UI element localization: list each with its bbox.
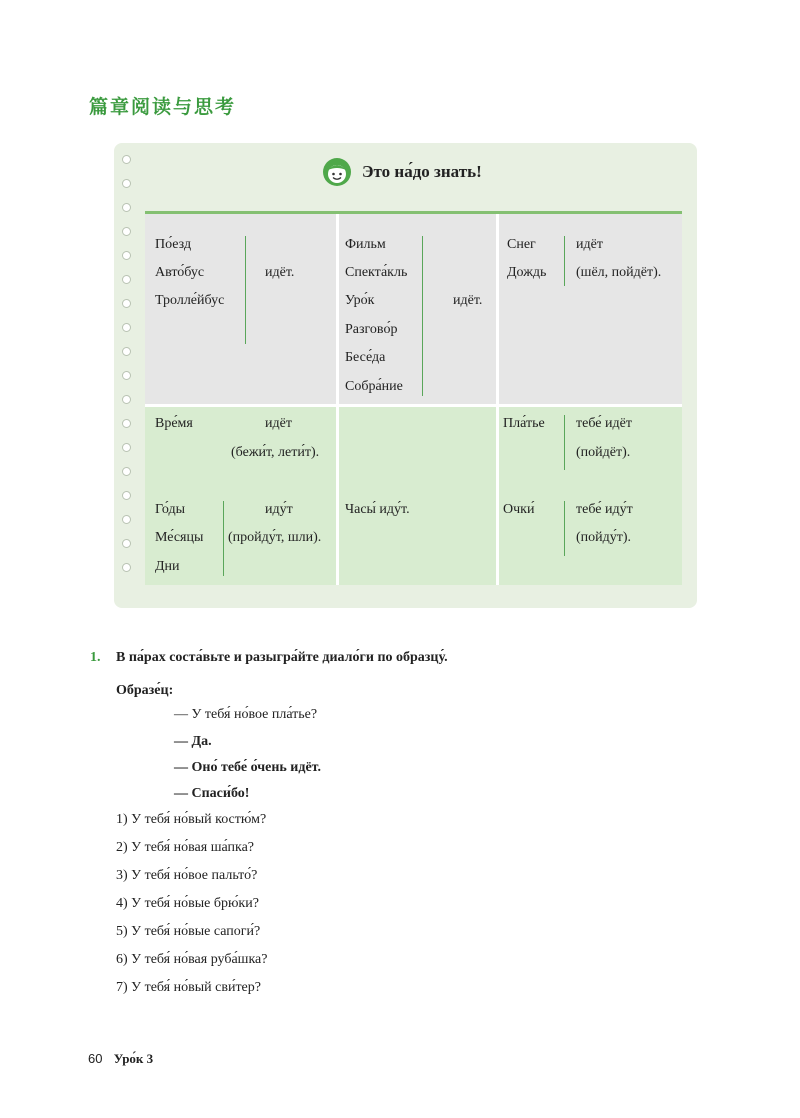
smiling-face-icon	[322, 157, 352, 187]
noun: Разгово́р	[345, 322, 398, 337]
table-cell	[339, 407, 496, 585]
noun: Фильм	[345, 237, 386, 252]
noun: Спекта́кль	[345, 265, 408, 280]
exercise-item: 4) У тебя́ но́вые брю́ки?	[116, 896, 259, 911]
noun: Пла́тье	[503, 416, 545, 431]
noun: Авто́бус	[155, 265, 205, 280]
dialogue-line: — Да.	[174, 734, 212, 749]
exercise-item: 6) У тебя́ но́вая руба́шка?	[116, 952, 268, 967]
binder-ring	[122, 299, 131, 308]
binder-ring	[122, 563, 131, 572]
noun: Уро́к	[345, 293, 375, 308]
verb-note: (шёл, пойдёт).	[576, 265, 662, 280]
verb: идёт	[265, 416, 292, 431]
bracket-line	[223, 501, 224, 576]
verb-note: (пойду́т).	[576, 530, 632, 545]
exercise-item: 2) У тебя́ но́вая ша́пка?	[116, 840, 255, 855]
binder-ring	[122, 539, 131, 548]
card-title: Это на́до знать!	[362, 162, 482, 181]
binder-ring	[122, 371, 131, 380]
phrase: Часы́ иду́т.	[345, 502, 410, 517]
noun: Дни	[155, 559, 180, 574]
exercise-item: 5) У тебя́ но́вые сапоги́?	[116, 924, 261, 939]
table-cell	[499, 407, 682, 585]
noun: Очки́	[503, 502, 535, 517]
noun: Собра́ние	[345, 379, 403, 394]
dialogue-line: — У тебя́ но́вое пла́тье?	[174, 707, 318, 722]
verb-note: (пойдёт).	[576, 445, 631, 460]
bracket-line	[245, 236, 246, 344]
verb: тебе́ иду́т	[576, 502, 633, 517]
noun: Ме́сяцы	[155, 530, 204, 545]
verb: тебе́ идёт	[576, 416, 632, 431]
noun: Снег	[507, 237, 536, 252]
noun: Го́ды	[155, 502, 185, 517]
verb: идёт	[576, 237, 603, 252]
page-number: 60	[88, 1051, 103, 1066]
noun: По́езд	[155, 237, 192, 252]
noun: Дождь	[507, 265, 547, 280]
binder-ring	[122, 203, 131, 212]
exercise-instruction: В па́рах соста́вьте и разыгра́йте диало́ги по образцу́.	[116, 650, 448, 665]
dialogue-line: — Оно́ тебе́ о́чень идёт.	[174, 760, 321, 775]
binder-ring	[122, 155, 131, 164]
verb: иду́т	[265, 502, 293, 517]
binder-ring	[122, 491, 131, 500]
binder-ring	[122, 419, 131, 428]
binder-ring	[122, 347, 131, 356]
exercise-number: 1.	[90, 650, 101, 665]
bracket-line	[564, 501, 565, 556]
bracket-line	[564, 236, 565, 286]
binder-ring	[122, 323, 131, 332]
verb: идёт.	[453, 293, 483, 308]
sample-label: Образе́ц:	[116, 683, 174, 698]
exercise-item: 3) У тебя́ но́вое пальто́?	[116, 868, 258, 883]
dialogue-line: — Спаси́бо!	[174, 786, 250, 801]
binder-ring	[122, 179, 131, 188]
lesson-label: Уро́к 3	[113, 1051, 154, 1066]
binder-ring	[122, 275, 131, 284]
grammar-table	[145, 211, 682, 585]
bracket-line	[422, 236, 423, 396]
verb-note: (бежи́т, лети́т).	[231, 445, 320, 460]
binder-ring	[122, 515, 131, 524]
verb-note: (пройду́т, шли).	[228, 530, 322, 545]
bracket-line	[564, 415, 565, 470]
binder-ring	[122, 443, 131, 452]
binder-ring	[122, 227, 131, 236]
noun: Тролле́йбус	[155, 293, 225, 308]
verb: идёт.	[265, 265, 295, 280]
binder-ring	[122, 395, 131, 404]
page-footer	[88, 1051, 153, 1067]
noun: Бесе́да	[345, 350, 386, 365]
card-header	[322, 156, 482, 188]
section-title: 篇章阅读与思考	[89, 96, 237, 118]
noun: Вре́мя	[155, 416, 193, 431]
exercise-item: 1) У тебя́ но́вый костю́м?	[116, 812, 267, 827]
binder-ring	[122, 467, 131, 476]
exercise-item: 7) У тебя́ но́вый сви́тер?	[116, 980, 261, 995]
binder-ring	[122, 251, 131, 260]
